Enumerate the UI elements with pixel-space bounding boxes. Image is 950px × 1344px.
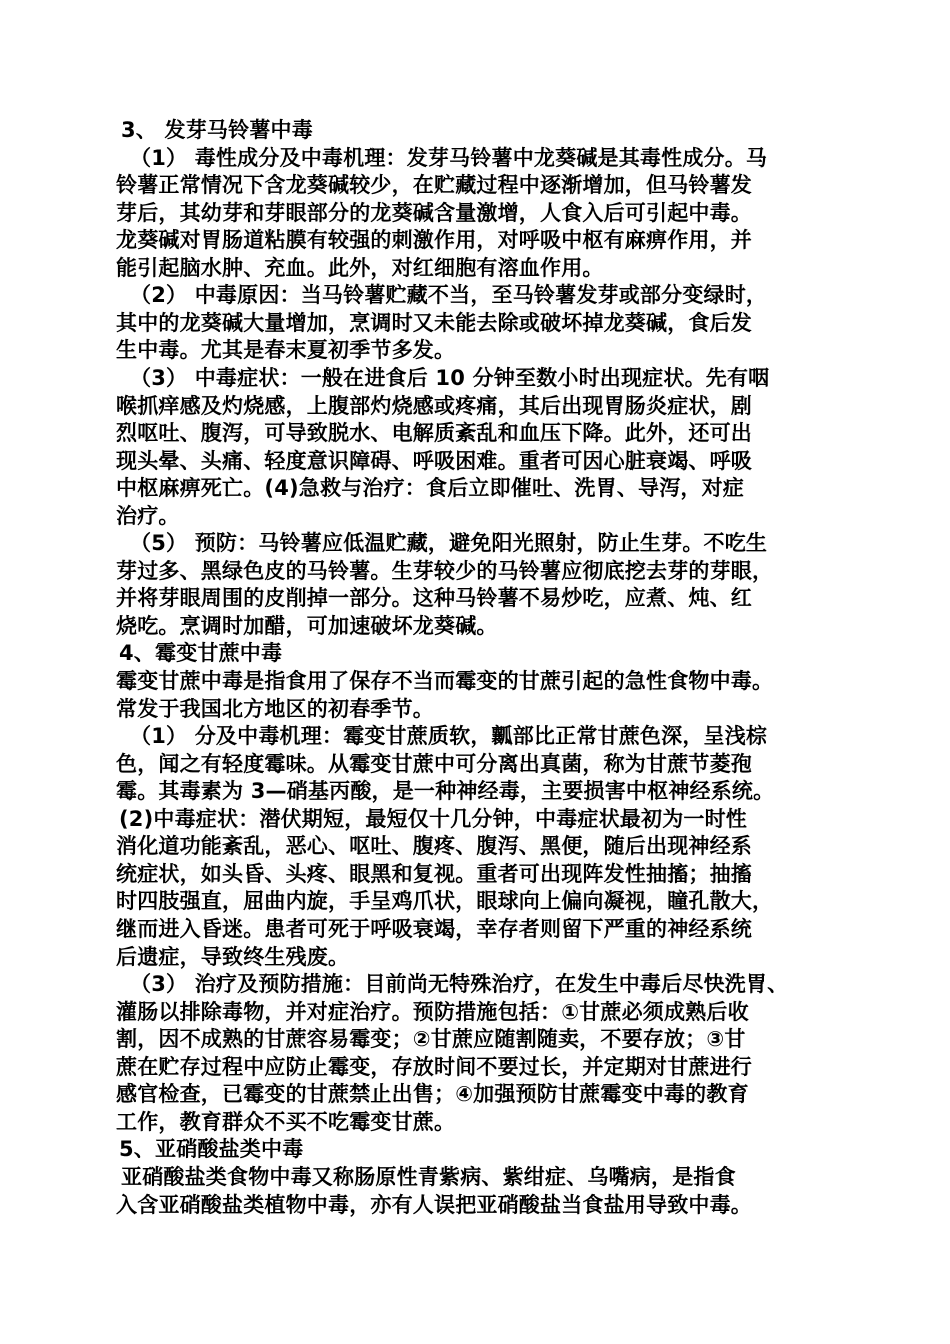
- text-line: 中枢麻痹死亡。(4)急救与治疗：食后立即催吐、洗胃、导泻，对症: [116, 476, 745, 500]
- text-line: 现头晕、头痛、轻度意识障碍、呼吸困难。重者可因心脏衰竭、呼吸: [116, 449, 752, 473]
- text-line: 继而进入昏迷。患者可死于呼吸衰竭，幸存者则留下严重的神经系统: [116, 917, 752, 941]
- text-line: 并将芽眼周围的皮削掉一部分。这种马铃薯不易炒吃，应煮、炖、红: [116, 586, 752, 610]
- text-line: 治疗。: [116, 504, 180, 528]
- text-line: 喉抓痒感及灼烧感，上腹部灼烧感或疼痛，其后出现胃肠炎症状，剧: [116, 394, 752, 418]
- text-line: 烈呕吐、腹泻，可导致脱水、电解质紊乱和血压下降。此外，还可出: [116, 421, 752, 445]
- heading-potato-poisoning: 3、 发芽马铃薯中毒: [121, 118, 313, 142]
- text-line: （1） 毒性成分及中毒机理：发芽马铃薯中龙葵碱是其毒性成分。马: [130, 146, 768, 170]
- text-line: 芽过多、黑绿色皮的马铃薯。生芽较少的马铃薯应彻底挖去芽的芽眼，: [116, 559, 774, 583]
- text-line: 霉。其毒素为 3—硝基丙酸，是一种神经毒，主要损害中枢神经系统。: [116, 779, 775, 803]
- text-line: 工作，教育群众不买不吃霉变甘蔗。: [116, 1110, 456, 1134]
- text-line: （3） 治疗及预防措施：目前尚无特殊治疗，在发生中毒后尽快洗胃、: [130, 972, 789, 996]
- text-line: 常发于我国北方地区的初春季节。: [116, 697, 434, 721]
- text-line: 生中毒。尤其是春末夏初季节多发。: [116, 338, 456, 362]
- heading-nitrite-poisoning: 5、亚硝酸盐类中毒: [119, 1137, 304, 1161]
- text-line: 其中的龙葵碱大量增加，烹调时又未能去除或破坏掉龙葵碱，食后发: [116, 311, 752, 335]
- heading-sugarcane-poisoning: 4、霉变甘蔗中毒: [119, 641, 283, 665]
- text-line: (2)中毒症状：潜伏期短，最短仅十几分钟，中毒症状最初为一时性: [119, 807, 748, 831]
- text-line: 割，因不成熟的甘蔗容易霉变；②甘蔗应随割随卖，不要存放；③甘: [116, 1027, 746, 1051]
- text-line: （2） 中毒原因：当马铃薯贮藏不当，至马铃薯发芽或部分变绿时，: [130, 283, 768, 307]
- text-line: 色，闻之有轻度霉味。从霉变甘蔗中可分离出真菌，称为甘蔗节菱孢: [116, 752, 752, 776]
- text-line: 龙葵碱对胃肠道粘膜有较强的刺激作用，对呼吸中枢有麻痹作用，并: [116, 228, 752, 252]
- text-line: 烧吃。烹调时加醋，可加速破坏龙葵碱。: [116, 614, 498, 638]
- text-line: 芽后，其幼芽和芽眼部分的龙葵碱含量激增，人食入后可引起中毒。: [116, 201, 752, 225]
- text-line: 铃薯正常情况下含龙葵碱较少，在贮藏过程中逐渐增加，但马铃薯发: [116, 173, 752, 197]
- text-line: 感官检查，已霉变的甘蔗禁止出售；④加强预防甘蔗霉变中毒的教育: [116, 1082, 749, 1106]
- text-line: 后遗症，导致终生残废。: [116, 945, 350, 969]
- text-line: 蔗在贮存过程中应防止霉变，存放时间不要过长，并定期对甘蔗进行: [116, 1055, 752, 1079]
- text-line: 霉变甘蔗中毒是指食用了保存不当而霉变的甘蔗引起的急性食物中毒。: [116, 669, 774, 693]
- text-line: 消化道功能紊乱，恶心、呕吐、腹疼、腹泻、黑便，随后出现神经系: [116, 834, 752, 858]
- text-line: （3） 中毒症状：一般在进食后 10 分钟至数小时出现症状。先有咽: [130, 366, 770, 390]
- text-line: （1） 分及中毒机理：霉变甘蔗质软，瓤部比正常甘蔗色深，呈浅棕: [130, 724, 768, 748]
- text-line: 入含亚硝酸盐类植物中毒，亦有人误把亚硝酸盐当食盐用导致中毒。: [116, 1193, 752, 1217]
- text-line: 能引起脑水肿、充血。此外，对红细胞有溶血作用。: [116, 256, 604, 280]
- text-line: 时四肢强直，屈曲内旋，手呈鸡爪状，眼球向上偏向凝视，瞳孔散大，: [116, 889, 774, 913]
- text-line: 统症状，如头昏、头疼、眼黑和复视。重者可出现阵发性抽搐；抽搐: [116, 862, 752, 886]
- text-line: （5） 预防：马铃薯应低温贮藏，避免阳光照射，防止生芽。不吃生: [130, 531, 768, 555]
- text-line: 亚硝酸盐类食物中毒又称肠原性青紫病、紫绀症、乌嘴病，是指食: [121, 1165, 736, 1189]
- text-line: 灌肠以排除毒物，并对症治疗。预防措施包括：①甘蔗必须成熟后收: [116, 1000, 749, 1024]
